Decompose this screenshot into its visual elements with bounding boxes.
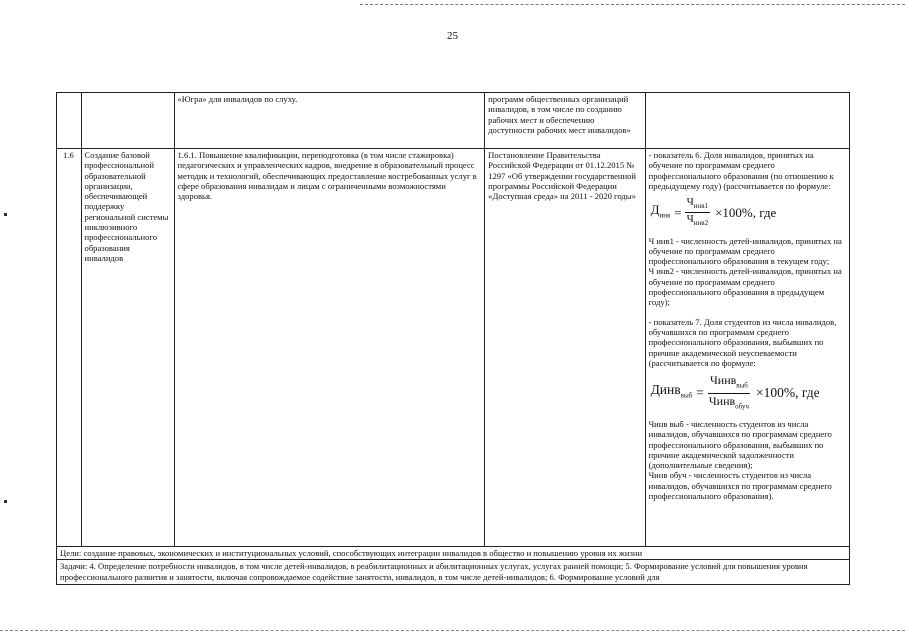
formula-rhs: ×100%, где xyxy=(715,204,777,220)
cell-measure: 1.6.1. Повышение квалификации, переподготовка (в том числе стажировка) педагогических и управленческих кадров, внедрение в образовательный процесс методик и технологий, обеспечивающих предоставление востребованных услуг в сфере образования инвалидам и лицам с ограниченными возможностями здоровья. xyxy=(174,149,485,547)
cell-number: 1.6 xyxy=(57,149,82,547)
table-row xyxy=(57,93,850,149)
goals-row xyxy=(57,547,850,560)
goals-text: Цели: создание правовых, экономических и институциональных условий, способствующих интеграции инвалидов в общество и повышению уровня их жизни xyxy=(57,547,850,560)
formula-rhs: ×100%, где xyxy=(755,385,820,401)
indicator-6-def-2: Ч инв2 - численность детей-инвалидов, принятых на обучение по программам среднего профессионального образования в предыдущем году); xyxy=(648,266,842,308)
cell-legal-basis: Постановление Правительства Российской Федерации от 01.12.2015 № 1297 «Об утверждении государственной программы Российской Федерации «Доступная среда» на 2011 - 2020 годы» xyxy=(485,149,645,547)
cell-task: Создание базовой профессиональной образовательной организации, обеспечивающей поддержку региональной системы инклюзивного профессионального образования инвалидов xyxy=(81,149,174,547)
cell-number xyxy=(57,93,82,149)
cell-indicator xyxy=(645,93,849,149)
margin-mark xyxy=(4,500,7,503)
formula-lhs: $Д_{инв}$ xyxy=(650,202,671,220)
formula-lhs: Динв$_{выб}$ xyxy=(650,382,693,400)
formula-fraction: $\frac{Ч_{инв1}}{Ч_{инв2}}$ xyxy=(686,196,709,228)
indicator-6-formula xyxy=(651,196,846,229)
table-row xyxy=(57,149,850,547)
indicator-6-def-1: Ч инв1 - численность детей-инвалидов, принятых на обучение по программам среднего профессионального образования в текущем году; xyxy=(648,235,842,267)
tasks-row xyxy=(57,560,850,585)
cell-indicator xyxy=(645,149,849,547)
page-number: 25 xyxy=(447,30,458,42)
formula-equals: = xyxy=(674,204,682,220)
margin-mark xyxy=(4,213,7,216)
cell-measure: «Югра» для инвалидов по слуху. xyxy=(174,93,485,149)
indicator-7-def-2: Чинв обуч - численность студентов из числа инвалидов, обучавшихся по программам среднего профессионального образования). xyxy=(648,470,832,501)
indicator-7-formula xyxy=(651,373,846,413)
indicator-7-def-1: Чинв выб - численность студентов из числа инвалидов, обучавшихся по программам среднего профессионального образования, выбывших по причине академической задолженности (дополнительные сведения); xyxy=(648,418,832,471)
indicator-6-intro: - показатель 6. Доля инвалидов, принятых на обучение по программам среднего профессионального образования (по отношению к предыдущему году) (рассчитывается по формуле: xyxy=(648,150,834,191)
formula-equals: = xyxy=(696,385,704,401)
measures-table xyxy=(56,92,850,585)
cell-task xyxy=(81,93,174,149)
cell-legal-basis: программ общественных организаций инвалидов, в том числе по созданию рабочих мест и обеспечению доступности рабочих мест инвалидов» xyxy=(485,93,645,149)
scan-bottom-edge xyxy=(0,630,905,631)
indicator-7-intro: - показатель 7. Доля студентов из числа инвалидов, обучавшихся по программам среднего профессионального образования, выбывших по причине академической неуспеваемости (рассчитывается по формуле: xyxy=(648,316,837,368)
tasks-text: Задачи: 4. Определение потребности инвалидов, в том числе детей-инвалидов, в реабилитационных и абилитационных услугах, услугах ранней помощи; 5. Формирование условий для повышения уровня профессионального развития и занятости, включая сопровождаемое содействие занятости, инвалидов, в том числе детей-инвалидов; 6. Формирование условий для xyxy=(57,560,850,585)
formula-fraction: $\frac{Чинв_{выб}}{Чинв_{обуч}}$ xyxy=(708,373,749,410)
scan-top-edge xyxy=(360,4,905,5)
